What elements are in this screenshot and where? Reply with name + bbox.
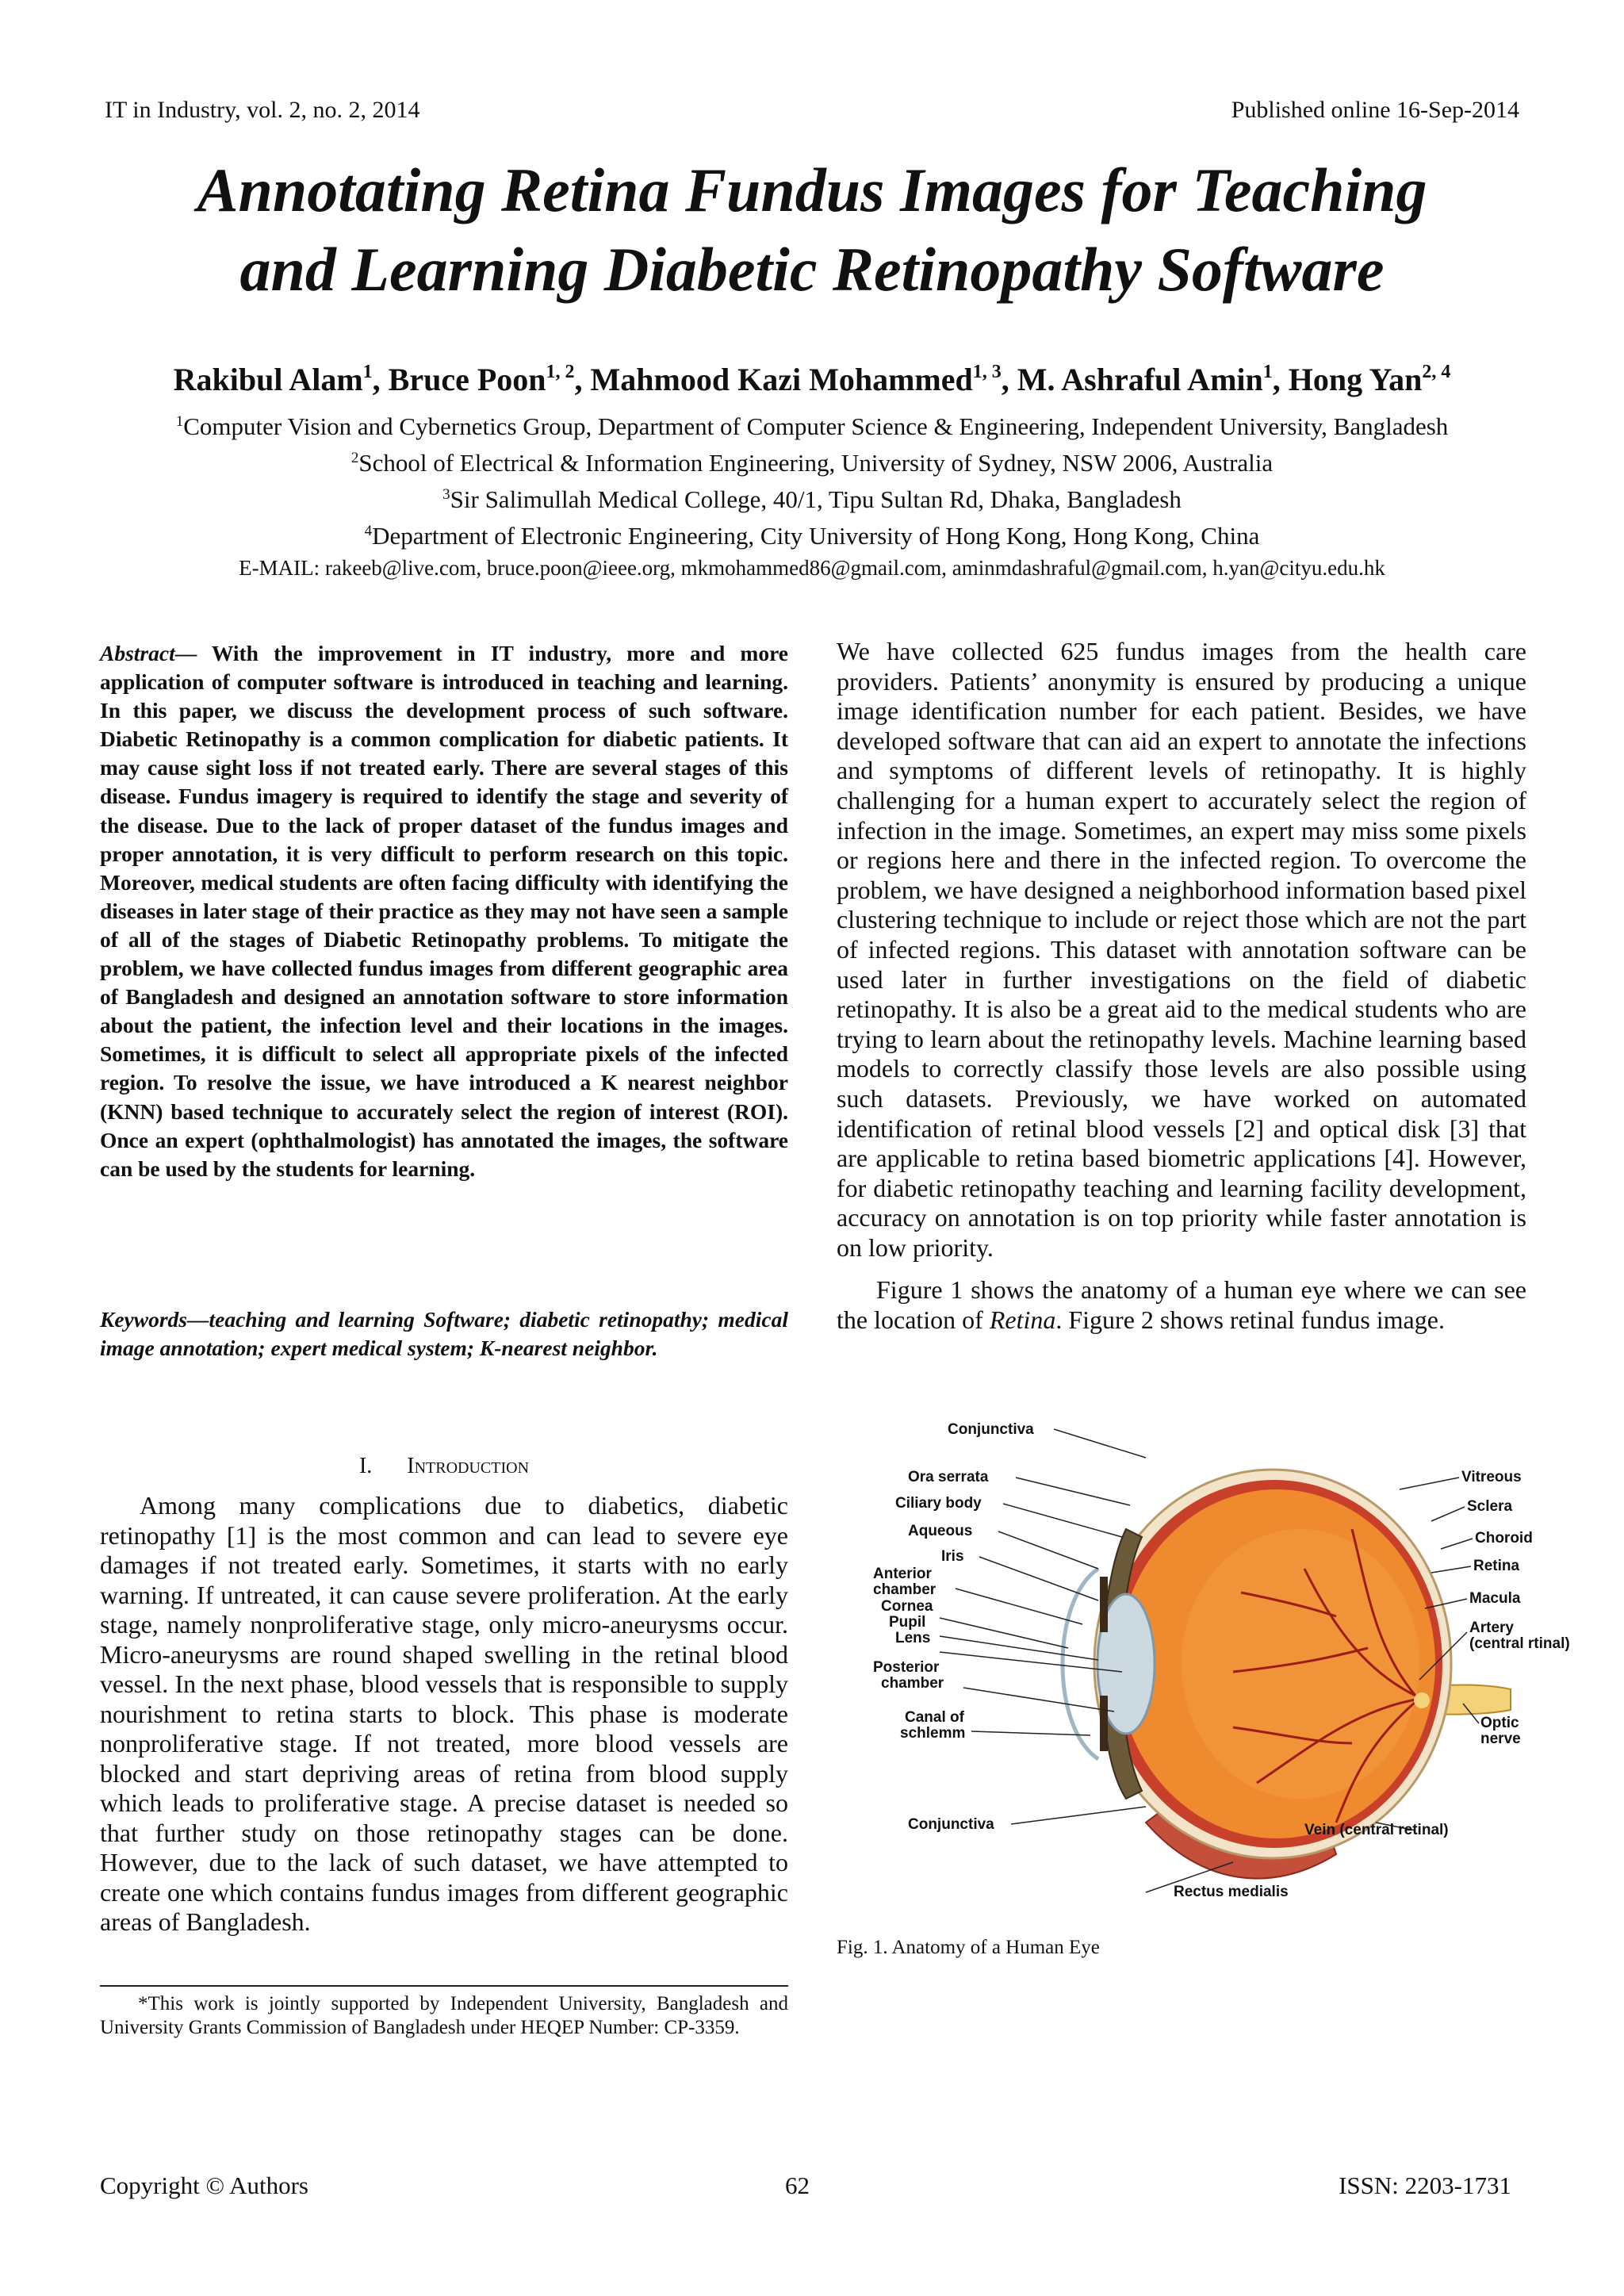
optic-disc [1414, 1692, 1430, 1708]
label-canal-of-schlemm-2: schlemm [900, 1725, 966, 1742]
label-canal-of-schlemm: Canal of [905, 1709, 964, 1726]
body-paragraph: We have collected 625 fundus images from the health care providers. Patients’ anonymity is ensured by producing a unique image identification number for each patient. Besides, we have developed software that can aid an expert to annotate the infections and symptoms of different levels of retinopathy. It is highly challenging for a human expert to accurately select the region of infection in the image. Sometimes, an expert may miss some pixels or regions here and there in the infected region. To overcome the problem, we have designed a neighborhood information based pixel clustering technique to include or reject those which are not the part of infected regions. This dataset with annotation software can be used later in further investigations on the field of diabetic retinopathy. It is also be a great aid to the medical students who are trying to learn about the retinopathy levels. Machine learning based models to correctly classify those levels are also possible using such datasets. Previously, we have worked on automated identification of retinal blood vessels [2] and optical disk [3] that are applicable to retina based biometric applications [4]. However, for diabetic retinopathy teaching and learning facility development, accuracy on annotation is on top priority while faster annotation is on low priority. [837, 637, 1526, 1262]
abstract-dash: — [174, 641, 212, 665]
author-affiliation-mark: 1 [1262, 362, 1273, 382]
email-line: E-MAIL: rakeeb@live.com, bruce.poon@ieee.org, mkmohammed86@gmail.com, aminmdashraful@gmail.com, h.yan@cityu.edu.hk [239, 556, 1385, 580]
introduction-body [100, 1491, 788, 1938]
abstract [100, 639, 788, 1183]
journal-reference: IT in Industry, vol. 2, no. 2, 2014 [105, 97, 420, 123]
author-affiliation-mark: 2, 4 [1422, 362, 1451, 382]
author-affiliation-mark: 1 [362, 362, 373, 382]
label-artery: Artery [1469, 1619, 1514, 1636]
publication-date: Published online 16-Sep-2014 [1231, 97, 1519, 123]
label-choroid: Choroid [1475, 1530, 1533, 1547]
label-vein: Vein (central retinal) [1304, 1822, 1449, 1838]
label-optic-nerve-2: nerve [1480, 1731, 1521, 1747]
iris [1100, 1577, 1108, 1632]
label-conjunctiva-top: Conjunctiva [948, 1421, 1034, 1438]
affiliation-line: $^2$School of Electrical & Information Engineering, University of Sydney, NSW 2006, Australia [350, 449, 1274, 477]
author-name: M. Ashraful Amin [1017, 362, 1263, 397]
title-line-2: and Learning Diabetic Retinopathy Software [239, 235, 1385, 304]
label-anterior-chamber: Anterior [873, 1566, 932, 1582]
label-anterior-chamber-2: chamber [873, 1581, 936, 1598]
page-number: 62 [785, 2171, 810, 2199]
section-number: I. [358, 1454, 373, 1478]
label-pupil: Pupil [889, 1614, 926, 1631]
label-iris: Iris [941, 1548, 964, 1565]
footnote-divider [100, 1985, 788, 1987]
affiliation-line: $^4$Department of Electronic Engineering, City University of Hong Kong, Hong Kong, China [364, 522, 1260, 550]
eye-anatomy-figure [860, 1410, 1570, 1926]
cornea [1063, 1569, 1098, 1759]
issn: ISSN: 2203-1731 [1339, 2171, 1511, 2199]
keywords: Keywords—teaching and learning Software; diabetic retinopathy; medical image annotation; expert medical system; K-nearest neighbor. [100, 1307, 788, 1361]
author-affiliation-mark: 1, 3 [972, 362, 1002, 382]
section-heading [100, 1454, 788, 1479]
author-list: Rakibul Alam$^1$, Bruce Poon$^{1, 2}$, Mahmood Kazi Mohammed$^{1, 3}$, M. Ashraful Amin$^1$, Hong Yan$^{2, 4}$ [173, 362, 1451, 397]
introduction-paragraph: Among many complications due to diabetics, diabetic retinopathy [1] is the most common and can lead to severe eye damages if not treated early. Sometimes, it starts with no early warning. If untreated, it can cause severe proliferation. At the early stage, namely nonproliferative stage, only micro-aneurysms occur. Micro-aneurysms are round shaped swelling in the retinal blood vessel. In the next phase, blood vessels that is responsible to supply nourishment to retina starts to block. This phase is moderate nonproliferative stage. If not treated, more blood vessels are blocked and start depriving areas of retina from blood supply which leads to proliferative stage. A precise dataset is needed so that further study on those retinopathy stages can be done. However, due to the lack of such dataset, we have attempted to create one which contains fundus images from different geographic areas of Bangladesh. [100, 1491, 788, 1936]
eye-illustration [1063, 1470, 1511, 1879]
abstract-heading: Abstract [100, 641, 175, 665]
copyright: Copyright © Authors [100, 2171, 308, 2199]
label-optic-nerve: Optic [1480, 1715, 1519, 1731]
label-retina: Retina [1473, 1558, 1520, 1574]
label-posterior-chamber-2: chamber [881, 1675, 944, 1692]
label-conjunctiva-bottom: Conjunctiva [908, 1816, 994, 1833]
label-artery-2: (central rtinal) [1469, 1635, 1570, 1652]
affiliation-block [79, 406, 1545, 584]
footnote-text: *This work is jointly supported by Independent University, Bangladesh and University Grants Commission of Bangladesh under HEQEP Number: CP-3359. [100, 1993, 788, 2038]
label-rectus-medialis: Rectus medialis [1174, 1884, 1289, 1900]
figure-caption: Fig. 1. Anatomy of a Human Eye [837, 1937, 1100, 1958]
label-lens: Lens [895, 1630, 931, 1646]
author-name: Mahmood Kazi Mohammed [590, 362, 973, 397]
label-sclera: Sclera [1467, 1498, 1513, 1515]
right-column-body [837, 637, 1526, 1336]
label-posterior-chamber: Posterior [873, 1659, 940, 1676]
author-affiliation-mark: 1, 2 [546, 362, 575, 382]
title-line-1: Annotating Retina Fundus Images for Teaching [197, 155, 1427, 224]
affiliation-line: $^3$Sir Salimullah Medical College, 40/1, Tipu Sultan Rd, Dhaka, Bangladesh [442, 485, 1182, 513]
label-ciliary-body: Ciliary body [895, 1495, 982, 1512]
author-name: Hong Yan [1288, 362, 1423, 397]
label-cornea: Cornea [881, 1598, 933, 1615]
section-title: Introduction [407, 1454, 530, 1478]
author-name: Rakibul Alam [173, 362, 363, 397]
author-name: Bruce Poon [388, 362, 546, 397]
label-macula: Macula [1469, 1590, 1521, 1607]
abstract-text: With the improvement in IT industry, more and more application of computer software is introduced in teaching and learning. In this paper, we discuss the development process of such software. Diabetic Retinopathy is a common complication for diabetic patients. It may cause sight loss if not treated early. There are several stages of this disease. Fundus imagery is required to identify the stage and severity of the disease. Due to the lack of proper dataset of the fundus images and proper annotation, it is very difficult to perform research on this topic. Moreover, medical students are often facing difficulty with identifying the diseases in later stage of their practice as they may not have seen a sample of all of the stages of Diabetic Retinopathy problems. To mitigate the problem, we have collected fundus images from different geographic area of Bangladesh and designed an annotation software to store information about the patient, the infection level and their locations in the images. Sometimes, it is difficult to select all appropriate pixels of the infected region. To resolve the issue, we have introduced a K nearest neighbor (KNN) based technique to accurately select the region of interest (ROI). Once an expert (ophthalmologist) has annotated the images, the software can be used by the students for learning. [100, 641, 788, 1181]
emphasis-retina: Retina [989, 1305, 1056, 1335]
label-vitreous: Vitreous [1461, 1469, 1522, 1485]
label-aqueous: Aqueous [908, 1523, 973, 1539]
body-paragraph: Figure 1 shows the anatomy of a human eye where we can see the location of Retina. Figure 2 shows retinal fundus image. [837, 1275, 1526, 1335]
footnote [100, 1992, 788, 2040]
label-ora-serrata: Ora serrata [908, 1469, 989, 1485]
paper-title [95, 151, 1529, 309]
affiliation-line: $^1$Computer Vision and Cybernetics Group, Department of Computer Science & Engineering, Independent University, Bangladesh [175, 412, 1449, 440]
